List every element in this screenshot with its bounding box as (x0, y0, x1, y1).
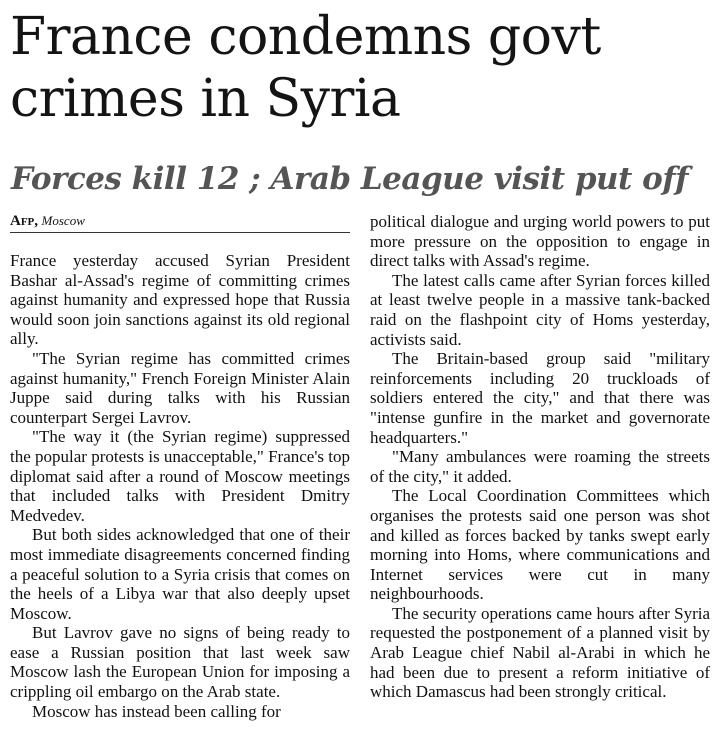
paragraph: political dialogue and urging world powers to put more pressure on the opposition to engage in direct talks with Assad's regime. (370, 212, 710, 271)
paragraph: "The Syrian regime has committed crimes against humanity," French Foreign Minister Alain Juppe said during talks with his Russian counterpart Sergei Lavrov. (10, 348, 350, 427)
paragraph: "Many ambulances were roaming the streets of the city," it added. (370, 447, 710, 486)
article-column-left (10, 212, 350, 721)
paragraph: Moscow has instead been calling for (32, 701, 281, 721)
paragraph: The Local Coordination Committees which organises the protests said one person was shot and killed as forces backed by tanks swept early morning into Homs, where communications and Internet services were cut in many neighbourhoods. (370, 486, 710, 604)
headline: France condemns govt crimes in Syria (10, 7, 601, 129)
paragraph: The security operations came hours after Syria requested the postponement of a planned visit by Arab League chief Nabil al-Arabi in which he had been due to present a reform initiative of which Damascus had been strongly critical. (370, 603, 710, 702)
paragraph: The Britain-based group said "military reinforcements including 20 truckloads of soldiers entered the city," and that there was "intense gunfire in the market and governorate headquarters." (370, 349, 710, 447)
byline-place: Moscow (41, 213, 85, 228)
byline (10, 212, 350, 233)
paragraph: The latest calls came after Syrian forces killed at least twelve people in a massive tank-backed raid on the flashpoint city of Homs yesterday, activists said. (370, 270, 710, 349)
article-column-right (370, 212, 710, 702)
byline-agency: Afp, (10, 213, 39, 229)
paragraph: France yesterday accused Syrian President Bashar al-Assad's regime of committing crimes against humanity and expressed hope that Russia would soon join sanctions against its old regional ally. (10, 251, 350, 349)
subheadline: Forces kill 12 ; Arab League visit put off (11, 161, 689, 197)
paragraph: But both sides acknowledged that one of their most immediate disagreements concerned finding a peaceful solution to a Syria crisis that comes on the heels of a Libya war that also deeply upset Moscow. (10, 525, 350, 623)
paragraph: "The way it (the Syrian regime) suppressed the popular protests is unacceptable," France's top diplomat said after a round of Moscow meetings that included talks with President Dmitry Medvedev. (10, 427, 350, 525)
paragraph: But Lavrov gave no signs of being ready to ease a Russian position that last week saw Moscow lash the European Union for imposing a crippling oil embargo on the Arab state. (10, 623, 350, 702)
